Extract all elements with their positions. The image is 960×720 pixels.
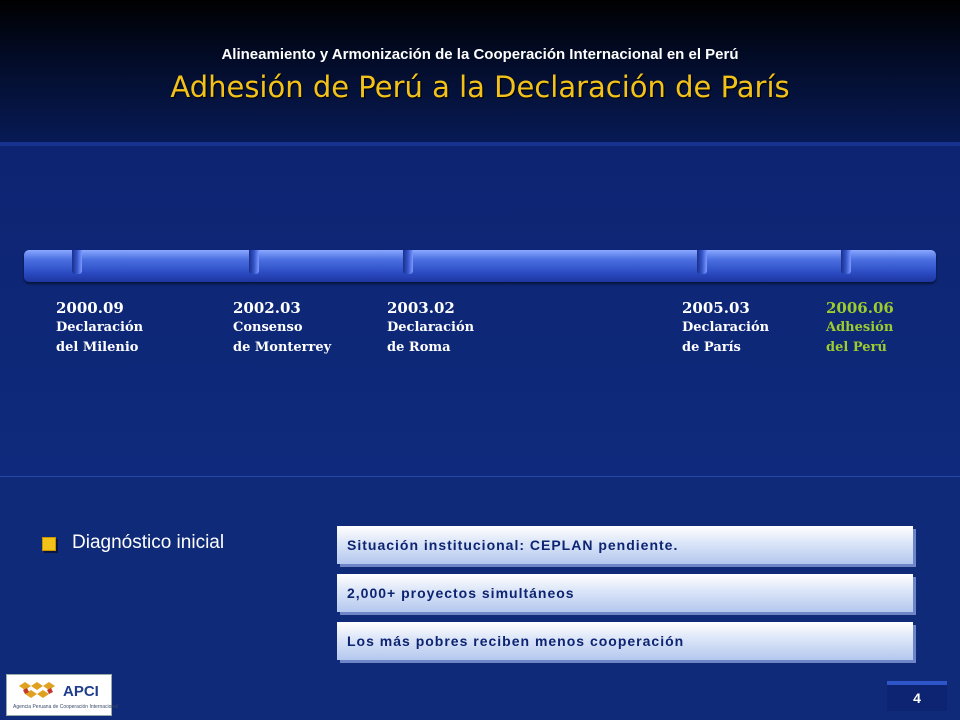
milestone-date: 2003.02 <box>387 299 455 317</box>
milestone-2002 <box>233 298 331 358</box>
milestone-label: del Perú <box>826 340 887 355</box>
milestone-2000 <box>56 298 143 358</box>
milestone-label: de Roma <box>387 340 451 355</box>
milestone-label: Consenso <box>233 320 303 335</box>
milestone-2003 <box>387 298 474 358</box>
diagnostico-item: Los más pobres reciben menos cooperación <box>337 622 913 660</box>
logo-subtitle: Agencia Peruana de Cooperación Internacional <box>13 704 119 710</box>
page-number: 4 <box>887 685 947 711</box>
timeline-tick <box>72 250 82 274</box>
milestone-date: 2006.06 <box>826 299 894 317</box>
logo-text: APCI <box>63 683 99 700</box>
milestone-label: de París <box>682 340 741 355</box>
timeline-bar <box>24 250 936 282</box>
apci-logo <box>6 674 119 716</box>
milestone-date: 2002.03 <box>233 299 301 317</box>
diagnostico-item: Situación institucional: CEPLAN pendiente. <box>337 526 913 564</box>
diagnostico-item: 2,000+ proyectos simultáneos <box>337 574 913 612</box>
timeline-section <box>0 146 960 476</box>
timeline-tick <box>403 250 413 274</box>
milestone-date: 2000.09 <box>56 299 124 317</box>
timeline-tick <box>697 250 707 274</box>
bullet-square-icon <box>42 537 56 551</box>
milestone-label: de Monterrey <box>233 340 332 355</box>
slide-title: Adhesión de Perú a la Declaración de París <box>170 70 790 104</box>
slide-subtitle: Alineamiento y Armonización de la Cooperación Internacional en el Perú <box>221 46 739 63</box>
section-divider <box>0 476 960 477</box>
milestone-date: 2005.03 <box>682 299 750 317</box>
timeline-tick <box>841 250 851 274</box>
milestone-label: Declaración <box>682 320 770 335</box>
apci-emblem-icon <box>17 680 59 702</box>
milestone-label: del Milenio <box>56 340 139 355</box>
diagnostico-label: Diagnóstico inicial <box>72 532 225 553</box>
milestone-label: Declaración <box>56 320 144 335</box>
timeline-tick <box>249 250 259 274</box>
milestone-2006 <box>826 298 894 358</box>
milestone-label: Adhesión <box>826 320 894 335</box>
milestone-label: Declaración <box>387 320 475 335</box>
milestone-2005 <box>682 298 769 358</box>
